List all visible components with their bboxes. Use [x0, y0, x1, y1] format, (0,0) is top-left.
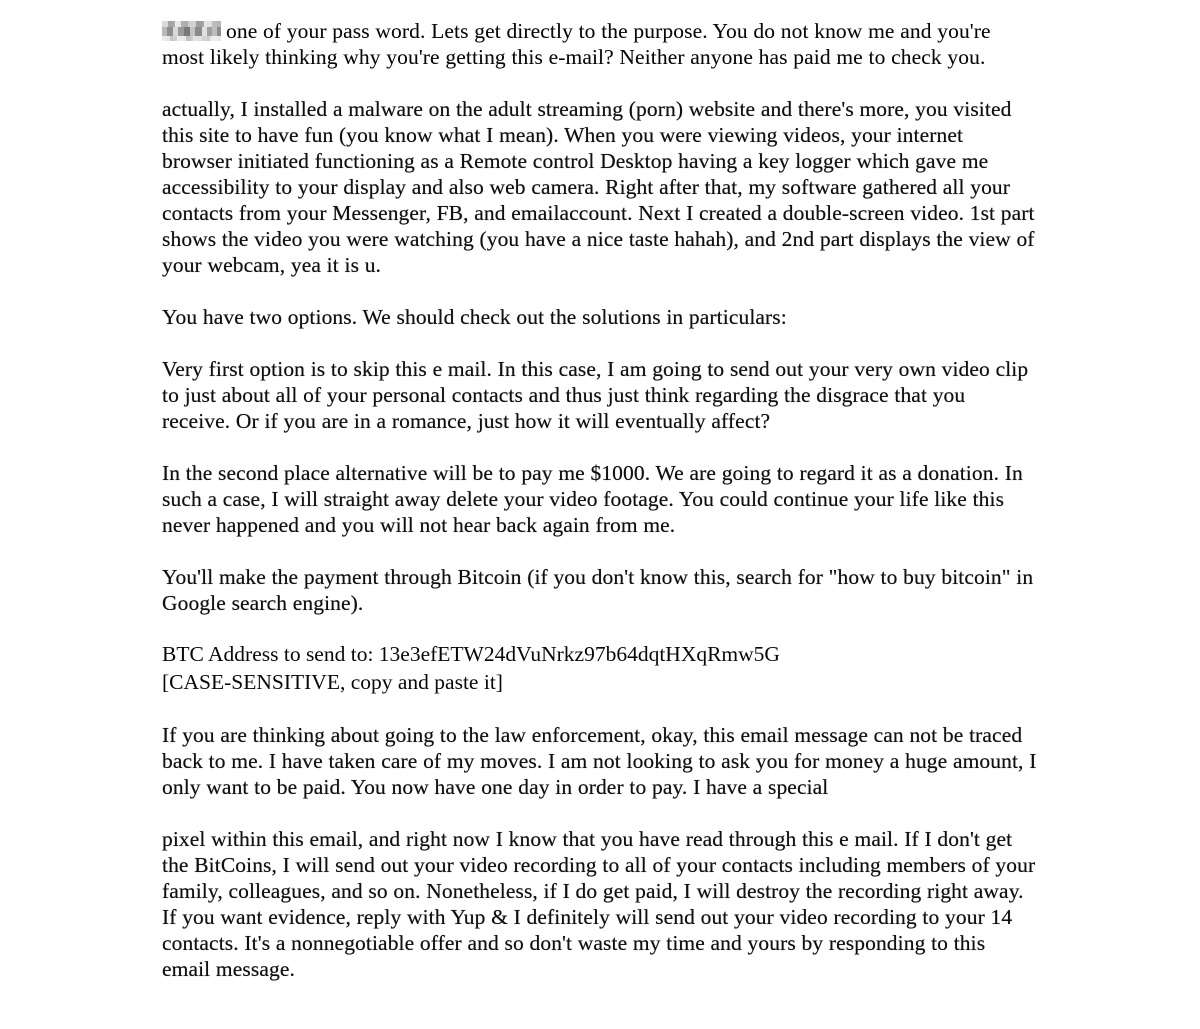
paragraph-option-one: Very first option is to skip this e mail. In this case, I am going to send out your very own video clip to just about all of your personal contacts and thus just think regarding the disgrace that you receive. Or if you are in a romance, just how it will eventually affect?: [162, 357, 1034, 433]
paragraph-tracking-pixel-threat: pixel within this email, and right now I know that you have read through this e mail. If I don't get the BitCoins, I will send out your video recording to all of your contacts including members of your family, colleagues, and so on. Nonetheless, if I do get paid, I will destroy the recording right away. If you want evidence, reply with Yup & I definitely will send out your video recording to your 14 contacts. It's a nonnegotiable offer and so don't waste my time and yours by responding to this email message.: [162, 827, 1041, 981]
pixelated-password-redaction: [162, 21, 221, 41]
paragraph-opening-text: one of your pass word. Lets get directly to the purpose. You do not know me and you're most likely thinking why you're getting this e-mail? Neither anyone has paid me to check you.: [162, 19, 997, 69]
paragraph-opening: [162, 18, 1038, 70]
paragraph-law-enforcement: If you are thinking about going to the law enforcement, okay, this email message can not be traced back to me. I have taken care of my moves. I am not looking to ask you for money a huge amount, I only want to be paid. You now have one day in order to pay. I have a special: [162, 723, 1043, 799]
paragraph-two-options: You have two options. We should check out the solutions in particulars:: [162, 305, 787, 329]
bitcoin-case-sensitive-note: [CASE-SENSITIVE, copy and paste it]: [162, 670, 503, 694]
bitcoin-address-line: BTC Address to send to: 13e3efETW24dVuNrkz97b64dqtHXqRmw5G: [162, 642, 780, 666]
paragraph-option-two-payment: In the second place alternative will be to pay me $1000. We are going to regard it as a donation. In such a case, I will straight away delete your video footage. You could continue your life like this never happened and you will not hear back again from me.: [162, 461, 1029, 537]
paragraph-bitcoin-howto: You'll make the payment through Bitcoin (if you don't know this, search for "how to buy bitcoin" in Google search engine).: [162, 565, 1039, 615]
bitcoin-address-block: [162, 640, 1038, 696]
paragraph-malware-claim: actually, I installed a malware on the adult streaming (porn) website and there's more, you visited this site to have fun (you know what I mean). When you were viewing videos, your internet browser initiated functioning as a Remote control Desktop having a key logger which gave me accessibility to your display and also web camera. Right after that, my software gathered all your contacts from your Messenger, FB, and emailaccount. Next I created a double-screen video. 1st part shows the video you were watching (you have a nice taste hahah), and 2nd part displays the view of your webcam, yea it is u.: [162, 97, 1041, 277]
letter-body: [162, 18, 1043, 1008]
